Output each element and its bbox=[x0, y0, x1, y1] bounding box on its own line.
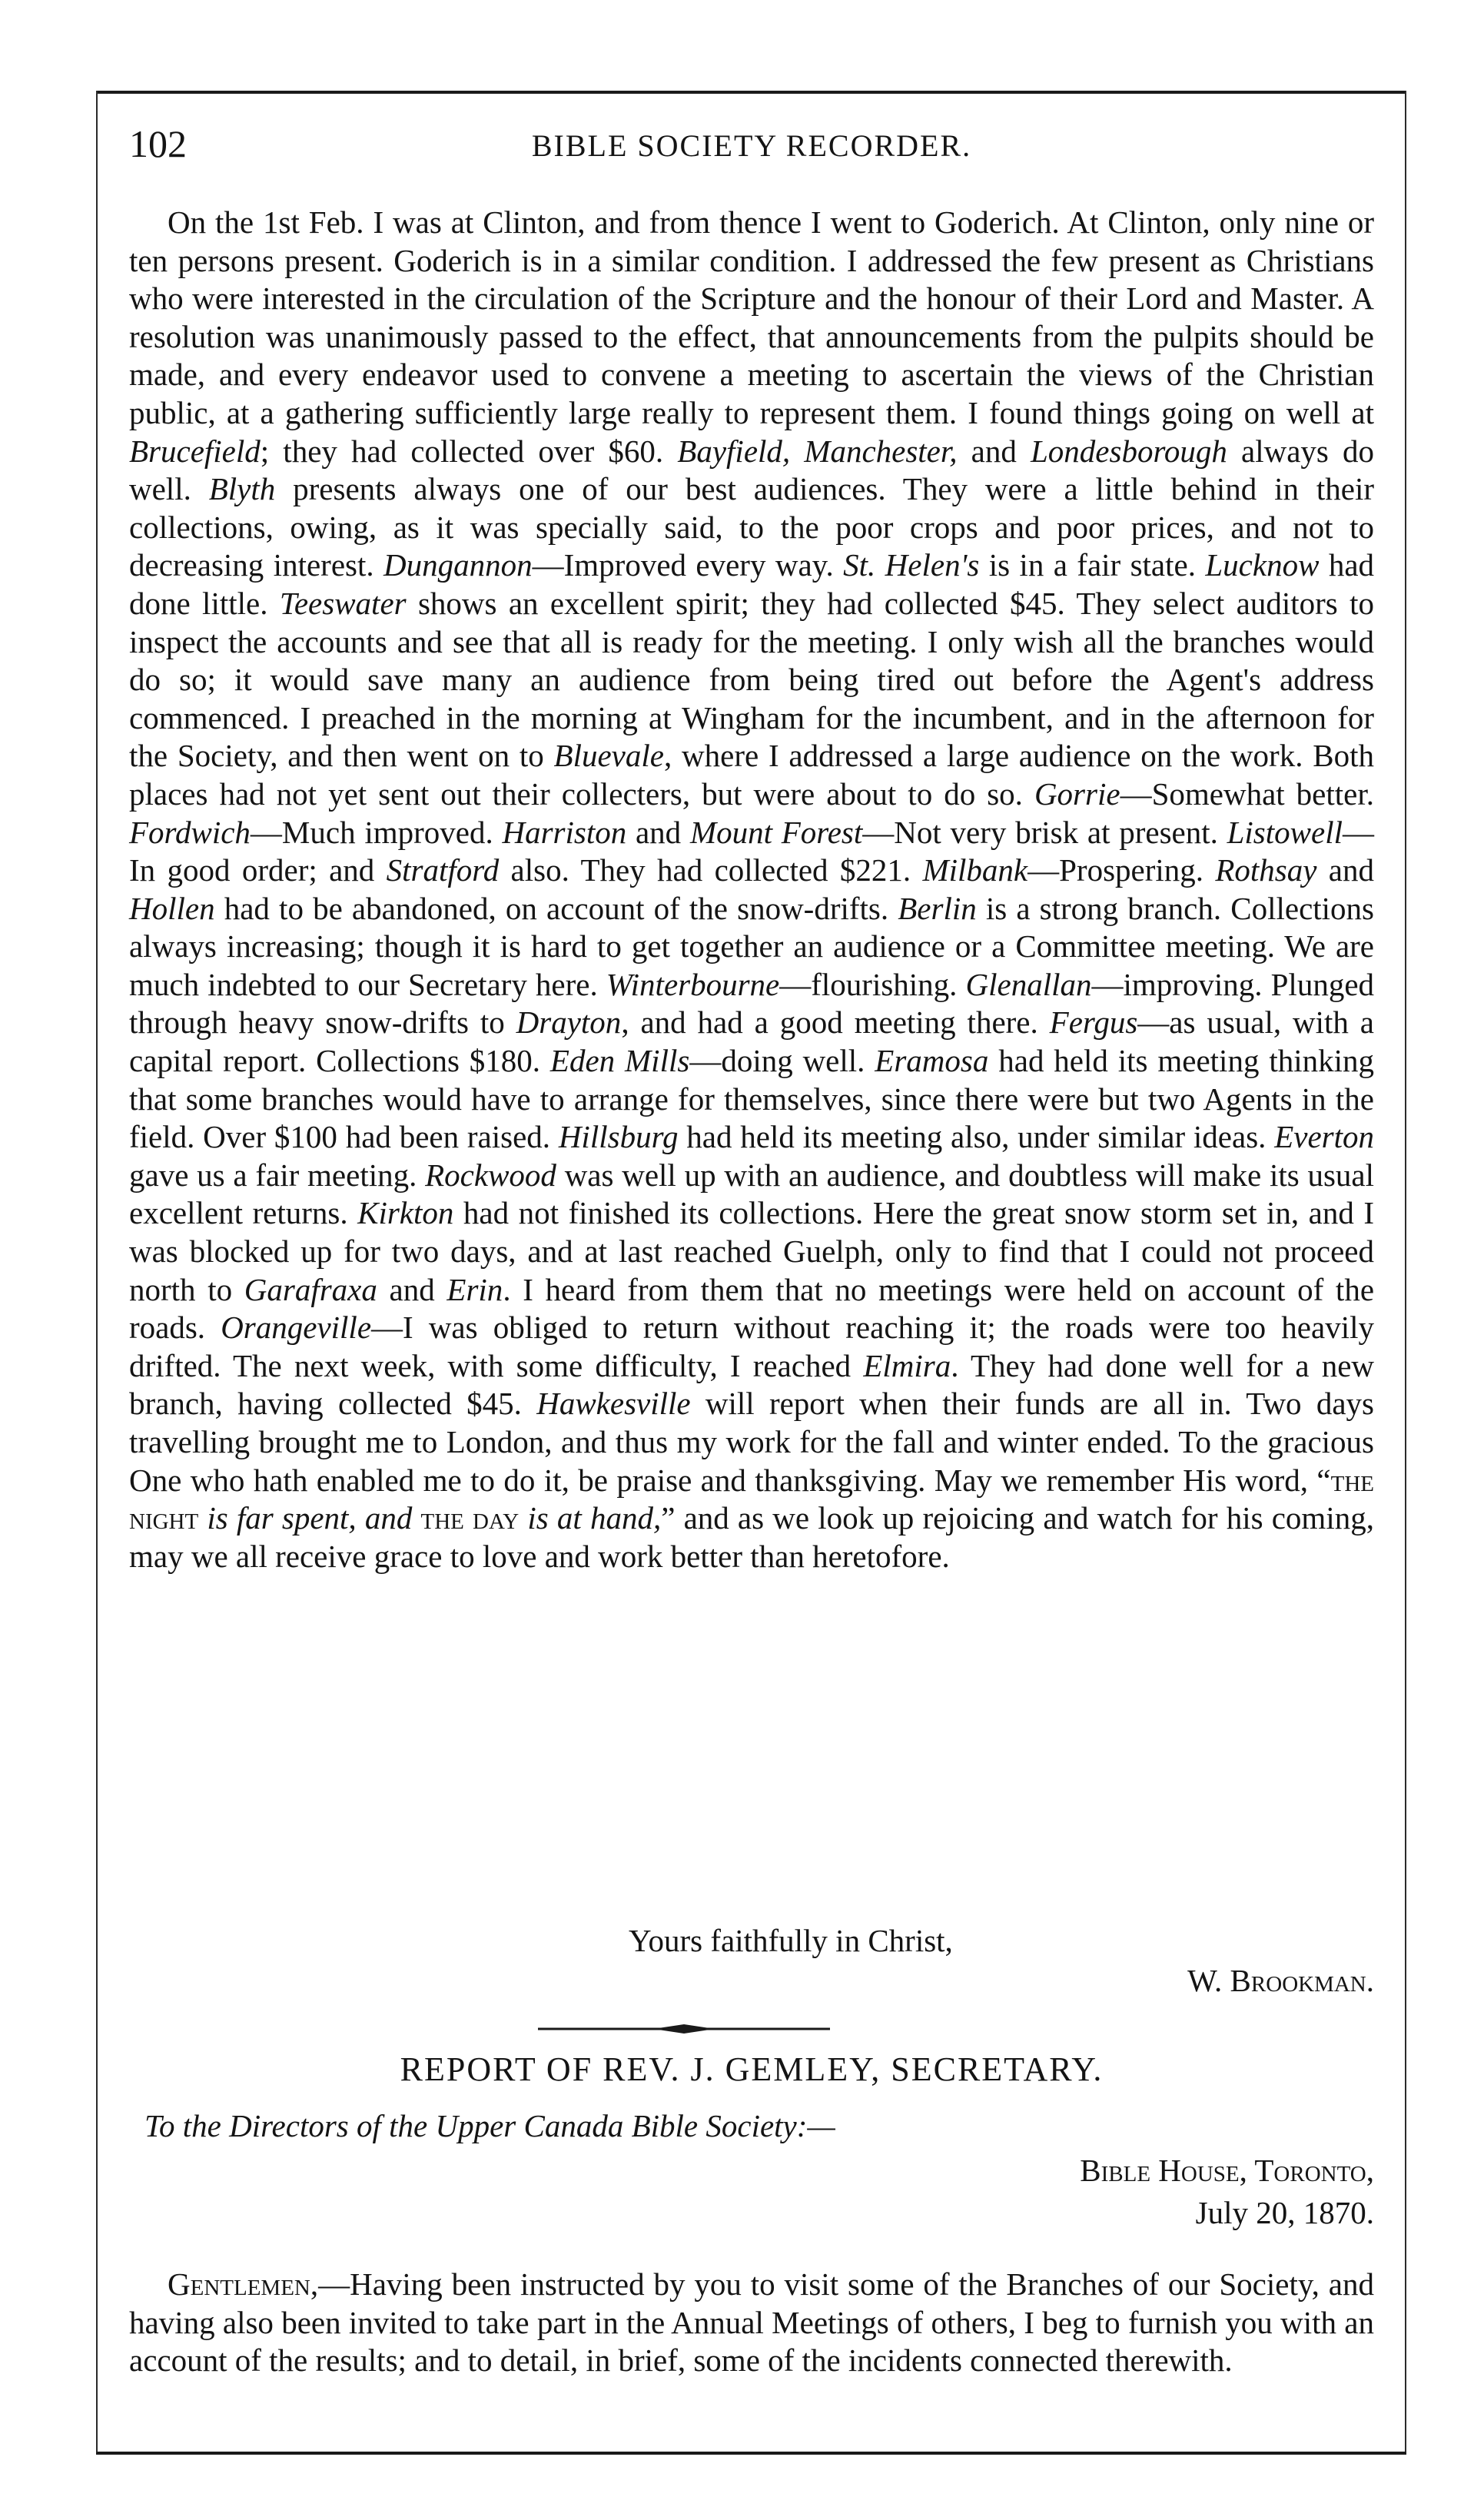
page-number: 102 bbox=[129, 122, 187, 165]
report-opening-text: —Having been instructed by you to visit some of the Branches of our Society, and having also been invited to take part in the Annual Meetings of others, I beg to furnish you with an account of the results; and to detail, in brief, some of the incidents connected therewith. bbox=[129, 2266, 1374, 2379]
italic-place-name: Fordwich bbox=[129, 814, 251, 850]
italic-place-name: is at hand, bbox=[519, 1500, 662, 1536]
report-paragraph bbox=[129, 2266, 1374, 2380]
text-run: always do well. bbox=[129, 433, 1374, 507]
text-run: ” and as we look up rejoicing and watch for his coming, may we all receive grace to love and work better than heretofore. bbox=[129, 1500, 1374, 1574]
text-run: is a strong branch. Collections always increasing; though it is hard to get together an audience or a Committee meeting. We are much indebted to our Secretary here. bbox=[129, 890, 1375, 1002]
text-run: —I was obliged to return without reaching it; the roads were too heavily drifted. The next week, with some difficulty, I reached bbox=[129, 1310, 1374, 1383]
italic-place-name: Berlin bbox=[898, 890, 977, 926]
text-run: , where I addressed a large audience on the work. Both places had not yet sent out their collecters, but were about to do so. bbox=[129, 738, 1374, 812]
text-run: —Not very brisk at present. bbox=[862, 814, 1227, 850]
italic-place-name: Bayfield, Manchester, bbox=[677, 433, 958, 469]
text-run: —doing well. bbox=[689, 1043, 875, 1079]
text-run: —flourishing. bbox=[779, 966, 966, 1002]
left-border-rule bbox=[96, 91, 98, 2453]
italic-place-name: Mount Forest bbox=[689, 814, 863, 850]
text-run: and bbox=[1316, 852, 1374, 888]
text-run: also. They had collected $221. bbox=[499, 852, 923, 888]
small-caps-text: the night bbox=[129, 1462, 1374, 1536]
text-run: gave us a fair meeting. bbox=[129, 1157, 426, 1193]
text-run: and bbox=[377, 1271, 447, 1307]
italic-place-name: Eden Mills bbox=[549, 1043, 690, 1079]
italic-place-name: Dungannon bbox=[383, 547, 533, 583]
italic-place-name: Hawkesville bbox=[536, 1386, 691, 1422]
letter-signature: W. Brookman. bbox=[1187, 1963, 1374, 1998]
bottom-border-rule bbox=[96, 2452, 1406, 2455]
text-run: and bbox=[626, 814, 690, 850]
text-run: —as usual, with a capital report. Collections $180. bbox=[129, 1004, 1375, 1079]
report-opening-word: Gentlemen, bbox=[168, 2266, 319, 2302]
text-run: presents always one of our best audiences. They were a little behind in their collections, owing, as it was specially said, to the poor crops and poor prices, and not to decreasing interest. bbox=[129, 471, 1374, 583]
italic-place-name: Rockwood bbox=[425, 1157, 556, 1193]
text-run: had not finished its collections. Here the great snow storm set in, and I was blocked up for two days, and at last reached Guelph, only to find that I could not proceed north to bbox=[129, 1195, 1374, 1307]
report-salutation: To the Directors of the Upper Canada Bible Society:— bbox=[144, 2108, 835, 2143]
italic-place-name: St. Helen's bbox=[843, 547, 980, 583]
italic-place-name: Rothsay bbox=[1215, 852, 1317, 888]
text-run: had to be abandoned, on account of the snow-drifts. bbox=[214, 890, 898, 926]
italic-place-name: Blyth bbox=[208, 471, 276, 507]
text-run: ; they had collected over $60. bbox=[260, 433, 678, 469]
right-border-rule bbox=[1405, 91, 1406, 2453]
italic-place-name: Teeswater bbox=[279, 585, 407, 621]
text-run: —In good order; and bbox=[129, 814, 1374, 888]
text-run: On the 1st Feb. I was at Clinton, and from thence I went to Goderich. At Clinton, only nine or ten persons present. Goderich is in a similar condition. I addressed the few present as Christians who were interested in the circulation of the Scripture and the honour of their Lord and Master. A resolution was unanimously passed to the effect, that announcements from the pulpits should be made, and every endeavor used to convene a meeting to ascertain the views of the Christian public, at a gathering sufficiently large really to represent them. I found things going on well at bbox=[129, 204, 1374, 430]
report-address-line1: Bible House, Toronto, bbox=[1080, 2153, 1374, 2188]
text-run: had done little. bbox=[129, 547, 1375, 621]
italic-place-name: Gorrie bbox=[1034, 775, 1120, 812]
text-run: had held its meeting also, under similar ideas. bbox=[678, 1119, 1275, 1155]
italic-place-name: Listowell bbox=[1227, 814, 1343, 850]
text-run: —Somewhat better. bbox=[1120, 775, 1374, 812]
italic-place-name: Drayton bbox=[516, 1004, 622, 1041]
italic-place-name: Everton bbox=[1274, 1119, 1374, 1155]
text-run: —Much improved. bbox=[250, 814, 503, 850]
italic-place-name: Garafraxa bbox=[244, 1271, 377, 1307]
text-run: —Improved every way. bbox=[532, 547, 844, 583]
text-run: , and had a good meeting there. bbox=[621, 1004, 1050, 1041]
italic-place-name: Harriston bbox=[502, 814, 627, 850]
italic-place-name: Winterbourne bbox=[606, 966, 780, 1002]
text-run: shows an excellent spirit; they had collected $45. They select auditors to inspect the accounts and see that all is ready for the meeting. I only wish all the branches would do so; it would save many an audience from being tired out before the Agent's address commenced. I preached in the morning at Wingham for the incumbent, and in the afternoon for the Society, and then went on to bbox=[129, 585, 1374, 774]
report-title: REPORT OF REV. J. GEMLEY, SECRETARY. bbox=[400, 2050, 1104, 2088]
report-date: July 20, 1870. bbox=[1195, 2195, 1374, 2230]
italic-place-name: is far spent, and bbox=[198, 1500, 421, 1536]
italic-place-name: Hillsburg bbox=[558, 1119, 679, 1155]
running-head: BIBLE SOCIETY RECORDER. bbox=[531, 128, 972, 163]
italic-place-name: Orangeville bbox=[221, 1310, 372, 1346]
italic-place-name: Fergus bbox=[1049, 1004, 1138, 1041]
text-run: was well up with an audience, and doubtless will make its usual excellent returns. bbox=[129, 1157, 1374, 1231]
italic-place-name: Milbank bbox=[922, 852, 1028, 888]
italic-place-name: Bluevale bbox=[553, 738, 664, 774]
text-run: had held its meeting thinking that some branches would have to arrange for themselves, since there were but two Agents in the field. Over $100 had been raised. bbox=[129, 1043, 1374, 1155]
italic-place-name: Brucefield bbox=[129, 433, 261, 469]
text-run: and bbox=[957, 433, 1031, 469]
text-run: . They had done well for a new branch, having collected $45. bbox=[129, 1347, 1374, 1422]
italic-place-name: Elmira bbox=[863, 1347, 951, 1383]
letter-paragraph bbox=[129, 204, 1374, 1575]
italic-place-name: Glenallan bbox=[965, 966, 1092, 1002]
italic-place-name: Kirkton bbox=[357, 1195, 454, 1231]
text-run: . I heard from them that no meetings were held on account of the roads. bbox=[129, 1271, 1375, 1346]
text-run: is in a fair state. bbox=[979, 547, 1206, 583]
text-run: will report when their funds are all in. Two days travelling brought me to London, and thus my work for the fall and winter ended. To the gracious One who hath enabled me to do it, be praise and thanksgiving. May we remember His word, “ bbox=[129, 1386, 1374, 1498]
italic-place-name: Stratford bbox=[386, 852, 500, 888]
italic-place-name: Hollen bbox=[129, 890, 215, 926]
page-header bbox=[129, 121, 1374, 168]
italic-place-name: Erin bbox=[447, 1271, 503, 1307]
text-run: —Prospering. bbox=[1027, 852, 1216, 888]
italic-place-name: Lucknow bbox=[1205, 547, 1320, 583]
small-caps-text: the day bbox=[420, 1500, 520, 1536]
text-run: —improving. Plunged through heavy snow-drifts to bbox=[129, 966, 1375, 1041]
italic-place-name: Eramosa bbox=[875, 1043, 989, 1079]
letter-body bbox=[129, 204, 1374, 1575]
italic-place-name: Londesborough bbox=[1031, 433, 1227, 469]
top-border-rule bbox=[96, 91, 1406, 94]
report-body bbox=[129, 2266, 1374, 2380]
letter-signoff: Yours faithfully in Christ, bbox=[629, 1923, 953, 1958]
section-divider bbox=[538, 2023, 830, 2035]
